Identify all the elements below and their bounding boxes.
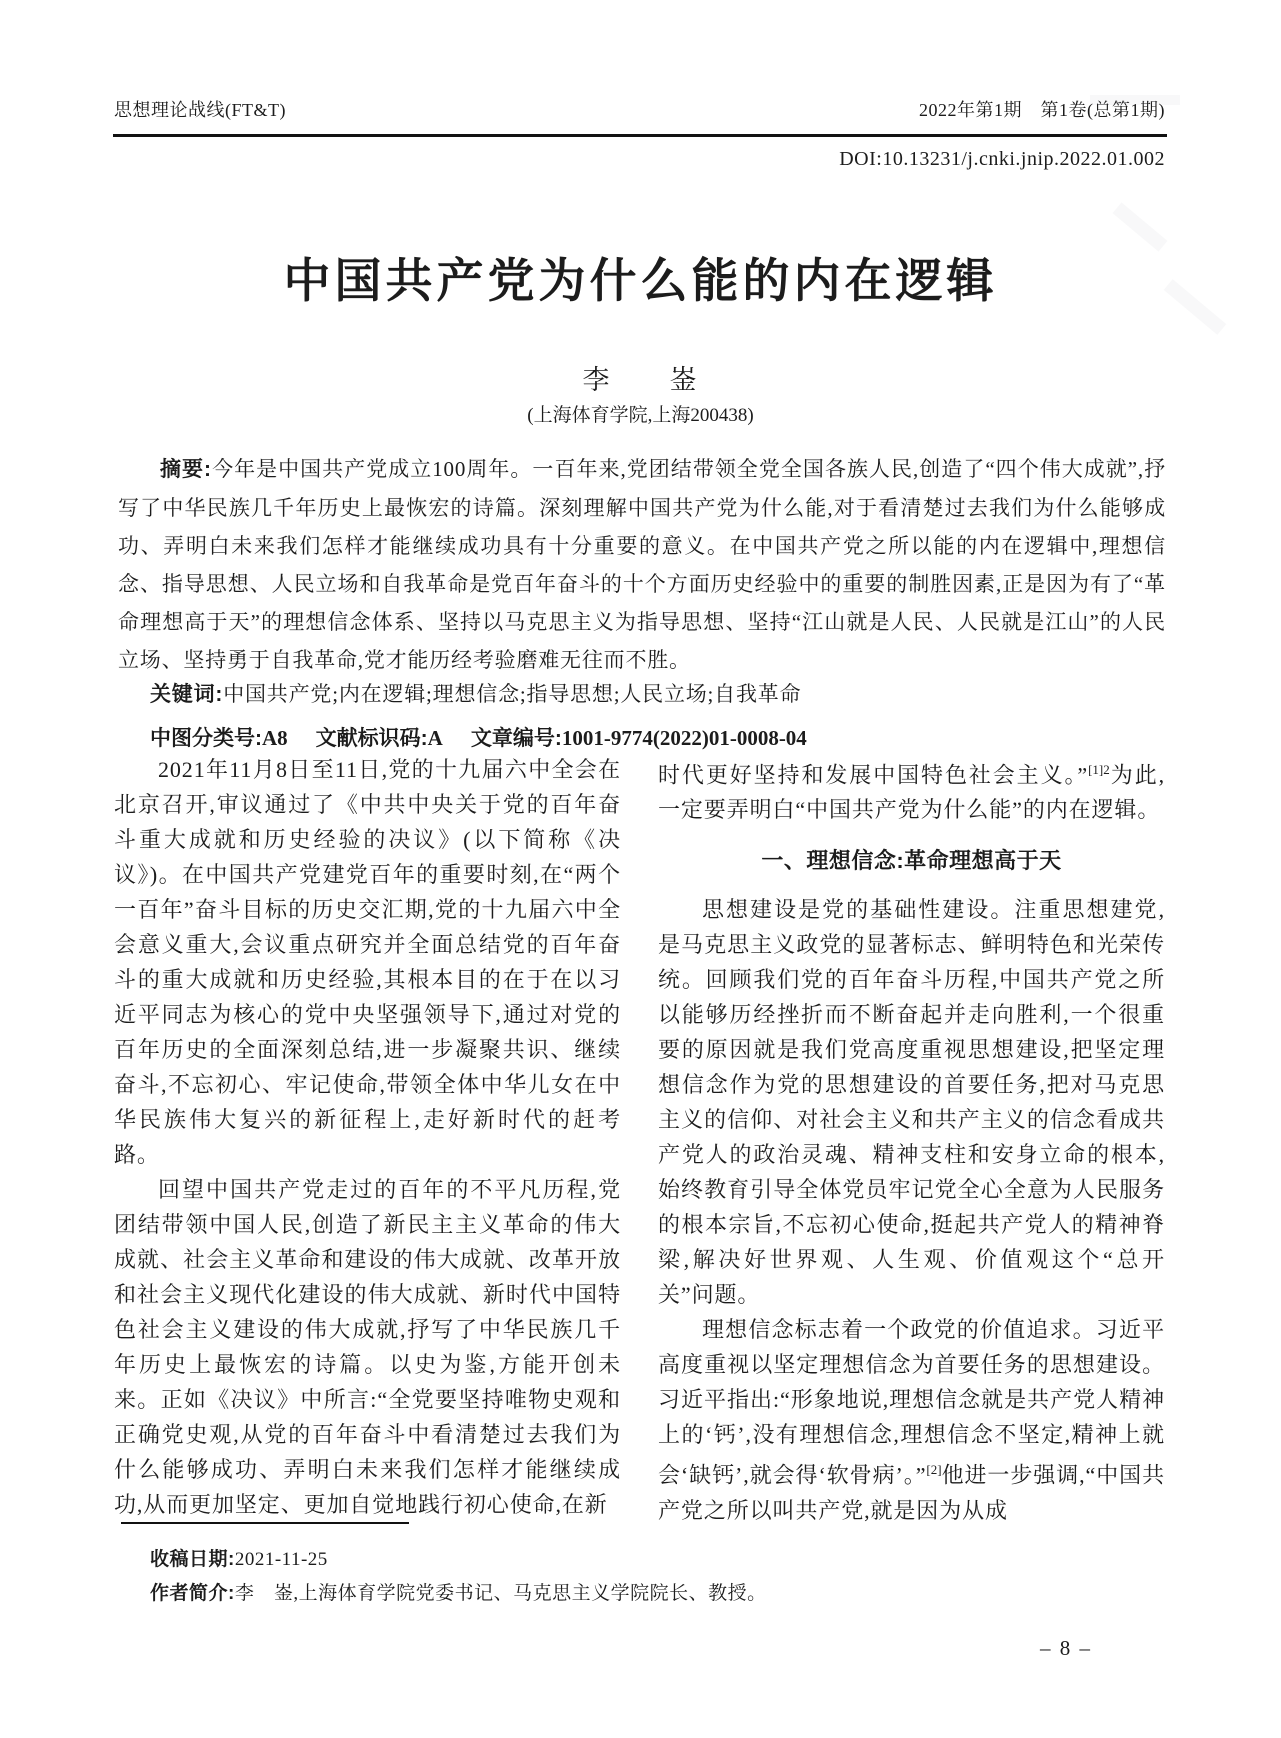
author-bio-line <box>150 1578 1050 1605</box>
author-bio-value: 李 崟,上海体育学院党委书记、马克思主义学院院长、教授。 <box>234 1583 767 1604</box>
section-heading: 一、理想信念:革命理想高于天 <box>761 848 1062 874</box>
article-no-label: 文章编号: <box>470 727 562 750</box>
issue-info: 2022年第1期 第1卷(总第1期) <box>919 100 1165 120</box>
clc-label: 中图分类号: <box>150 727 262 750</box>
page-number: – 8 – <box>1040 1636 1092 1660</box>
doc-code-label: 文献标识码: <box>315 727 428 750</box>
received-date-label: 收稿日期: <box>150 1549 235 1570</box>
doi-text: DOI:10.13231/j.cnki.jnip.2022.01.002 <box>839 148 1165 170</box>
body-paragraph: 2021年11月8日至11日,党的十九届六中全会在北京召开,审议通过了《中共中央关于党的百年奋斗重大成就和历史经验的决议》(以下简称《决议》)。在中国共产党建党百年的重要时刻,在“两个一百年”奋斗目标的历史交汇期,党的十九届六中全会意义重大,会议重点研究并全面总结党的百年奋斗的重大成就和历史经验,其根本目的在于在以习近平同志为核心的党中央坚强领导下,通过对党的百年历史的全面深刻总结,进一步凝聚共识、继续奋斗,不忘初心、牢记使命,带领全体中华儿女在中华民族伟大复兴的新征程上,走好新时代的赶考路。 <box>114 757 621 1167</box>
clc-value: A8 <box>262 726 288 750</box>
received-date-line <box>150 1544 1050 1571</box>
running-head <box>114 96 1165 122</box>
body-paragraph: 时代更好坚持和发展中国特色社会主义。”$^{[1]2}$为此,一定要弄明白“中国共产党为什么能”的内在逻辑。 <box>658 762 1166 823</box>
doc-code-value: A <box>427 726 443 750</box>
scan-artifact <box>1090 95 1180 105</box>
article-title: 中国共产党为什么能的内在逻辑 <box>283 256 998 308</box>
abstract-text: 今年是中国共产党成立100周年。一百年来,党团结带领全党全国各族人民,创造了“四个伟大成就”,抒写了中华民族几千年历史上最恢宏的诗篇。深刻理解中国共产党为什么能,对于看清楚过去我们为什么能够成功、弄明白未来我们怎样才能继续成功具有十分重要的意义。在中国共产党之所以能的内在逻辑中,理想信念、指导思想、人民立场和自我革命是党百年奋斗的十个方面历史经验中的重要的制胜因素,正是因为有了“革命理想高于天”的理想信念体系、坚持以马克思主义为指导思想、坚持“江山就是人民、人民就是江山”的人民立场、坚持勇于自我革命,党才能历经考验磨难无往而不胜。 <box>118 457 1166 672</box>
body-paragraph: 思想建设是党的基础性建设。注重思想建党,是马克思主义政党的显著标志、鲜明特色和光荣传统。回顾我们党的百年奋斗历程,中国共产党之所以能够历经挫折而不断奋起并走向胜利,一个很重要的原因就是我们党高度重视思想建设,把坚定理想信念作为党的思想建设的首要任务,把对马克思主义的信仰、对社会主义和共产主义的信念看成共产党人的政治灵魂、精神支柱和安身立命的根本,始终教育引导全体党员牢记党全心全意为人民服务的根本宗旨,不忘初心使命,挺起共产党人的精神脊梁,解决好世界观、人生观、价值观这个“总开关”问题。 <box>658 897 1165 1308</box>
body-paragraph: 回望中国共产党走过的百年的不平凡历程,党团结带领中国人民,创造了新民主主义革命的伟大成就、社会主义革命和建设的伟大成就、改革开放和社会主义现代化建设的伟大成就、新时代中国特色社会主义建设的伟大成就,抒写了中华民族几千年历史上最恢宏的诗篇。以史为鉴,方能开创未来。正如《决议》中所言:“全党要坚持唯物史观和正确党史观,从党的百年奋斗中看清楚过去我们为什么能够成功、弄明白未来我们怎样才能继续成功,从而更加坚定、更加自觉地践行初心使命,在新 <box>114 1177 621 1517</box>
keywords-label: 关键词: <box>150 683 224 706</box>
keywords-line <box>150 678 1166 708</box>
body-right-column <box>658 752 1165 1528</box>
footnote-divider <box>121 1522 409 1524</box>
article-no-value: 1001-9774(2022)01-0008-04 <box>561 726 807 750</box>
abstract <box>118 450 1166 679</box>
journal-name: 思想理论战线(FT&T) <box>114 100 286 120</box>
header-rule <box>113 134 1167 137</box>
author-name: 李 崟 <box>582 365 699 395</box>
received-date-value: 2021-11-25 <box>234 1549 328 1570</box>
author-bio-label: 作者简介: <box>150 1583 235 1604</box>
abstract-label: 摘要: <box>160 458 212 481</box>
body-left-column <box>114 752 621 1522</box>
keywords-text: 中国共产党;内在逻辑;理想信念;指导思想;人民立场;自我革命 <box>223 682 802 706</box>
clc-line <box>150 722 1166 752</box>
body-paragraph: 理想信念标志着一个政党的价值追求。习近平高度重视以坚定理想信念为首要任务的思想建设。习近平指出:“形象地说,理想信念就是共产党人精神上的‘钙’,没有理想信念,理想信念不坚定,精神上就会‘缺钙’,就会得‘软骨病’。”[2]他进一步强调,“中国共产党之所以叫共产党,就是因为从成 <box>658 1317 1165 1523</box>
author-affiliation: (上海体育学院,上海200438) <box>527 405 754 426</box>
